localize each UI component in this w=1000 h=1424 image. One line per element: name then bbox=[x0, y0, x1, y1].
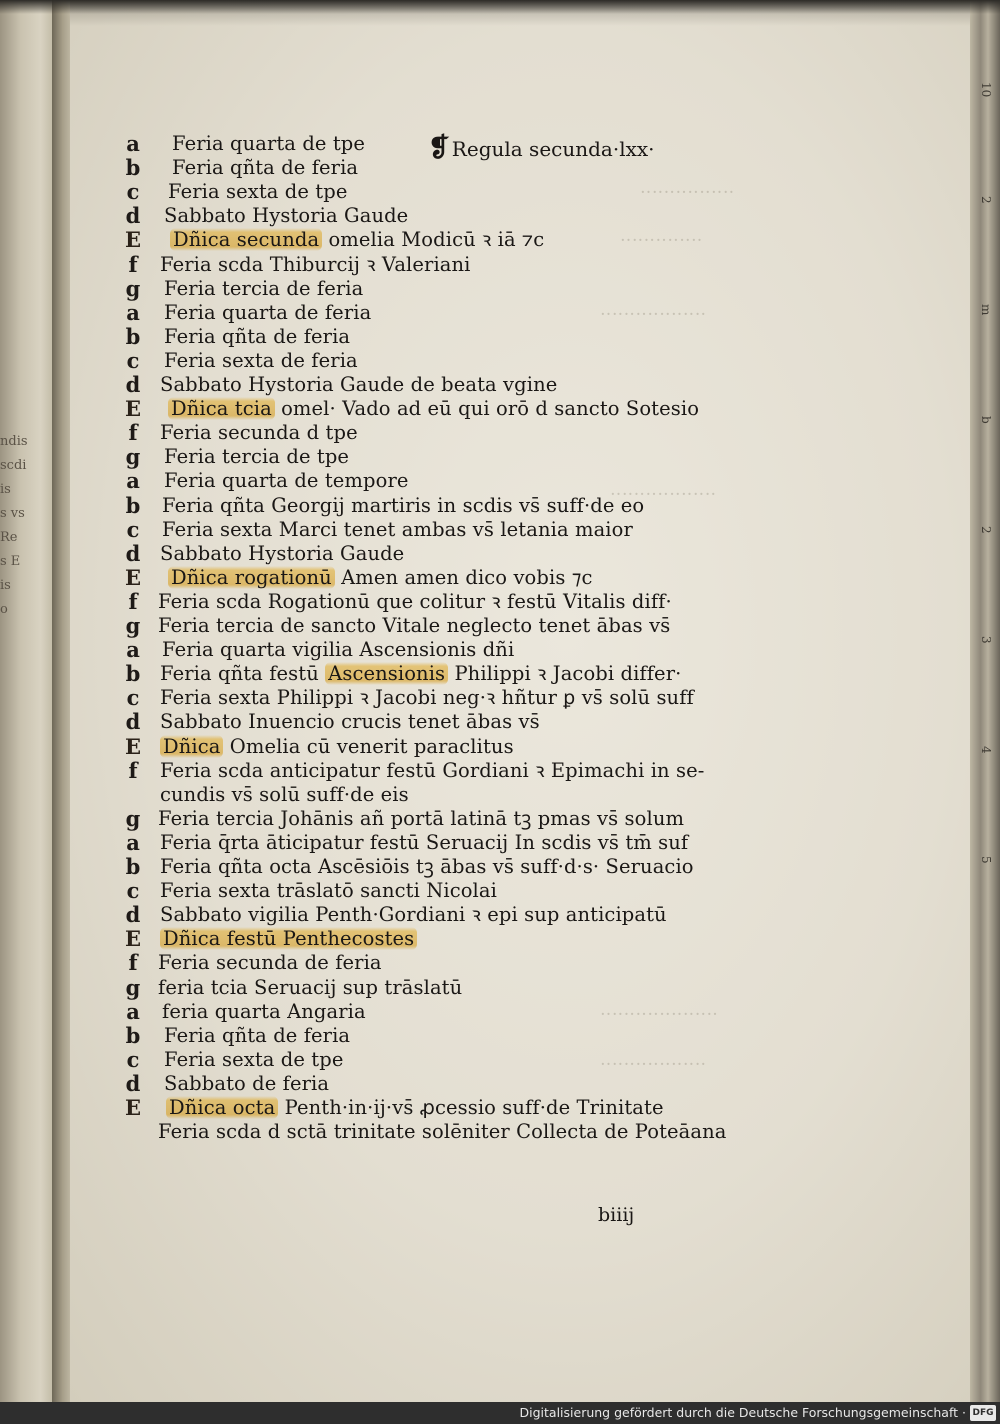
calendar-row bbox=[0, 661, 682, 687]
calendar-row bbox=[0, 685, 694, 711]
calendar-entry-text bbox=[164, 204, 408, 228]
calendar-entry-text bbox=[164, 301, 371, 325]
feria-letter: f bbox=[128, 757, 138, 783]
entry-phrase: Feria scda anticipatur festū Gordiani ꝛ Epimachi in se- bbox=[160, 758, 705, 782]
entry-phrase: Feria secunda d tpe bbox=[160, 421, 358, 445]
heading-text: Regula secunda·lxx· bbox=[451, 137, 655, 161]
calendar-entry-text bbox=[166, 1096, 664, 1120]
entry-phrase: Feria q̄rta āticipatur festū Seruacij In scdis vs̄ tm̄ suf bbox=[160, 830, 689, 854]
calendar-row bbox=[0, 854, 694, 879]
calendar-row bbox=[0, 735, 660, 759]
calendar-entry-text bbox=[162, 1000, 366, 1024]
entry-phrase: cundis vs̄ solū suff·de eis bbox=[160, 782, 409, 806]
calendar-entry-text bbox=[160, 421, 358, 445]
calendar-row bbox=[0, 566, 660, 590]
entry-phrase: Feria qñta de feria bbox=[164, 324, 351, 348]
calendar-entry-text bbox=[160, 759, 704, 783]
calendar-row bbox=[0, 1072, 660, 1096]
entry-phrase: Feria sexta Philippi ꝛ Jacobi neg·ꝛ hñtur ꝑ vs̄ solū suff bbox=[160, 686, 694, 710]
calendar-entry-text bbox=[158, 1120, 727, 1144]
edge-tab-label: 2 bbox=[979, 196, 993, 204]
pilcrow-mark: ❡ bbox=[428, 133, 450, 163]
calendar-entry-text bbox=[162, 638, 514, 662]
dominical-letter: E bbox=[118, 927, 148, 951]
show-through-text: ‥‥‥‥‥‥‥‥‥‥ bbox=[600, 1000, 719, 1020]
entry-phrase: Sabbato vigilia Penth·Gordiani ꝛ epi sup anticipatū bbox=[160, 903, 667, 927]
entry-phrase: omel· Vado ad eū qui orō d sancto Sotesio bbox=[274, 397, 700, 421]
entry-phrase: Feria tercia de feria bbox=[164, 276, 364, 300]
entry-phrase: Feria tercia de sancto Vitale neglecto tenet ābas vs̄ bbox=[158, 614, 671, 637]
calendar-row bbox=[0, 204, 660, 228]
calendar-entry-text bbox=[160, 927, 417, 951]
calendar-entry-text bbox=[162, 494, 644, 518]
dominical-letter: E bbox=[118, 1096, 148, 1120]
entry-phrase: Feria sexta trāslatō sancti Nicolai bbox=[160, 879, 497, 903]
entry-phrase: Feria qñta Georgij martiris in scdis vs̄ suff·de eo bbox=[162, 493, 645, 517]
feria-letter: a bbox=[126, 637, 140, 663]
calendar-entry-text bbox=[160, 373, 557, 397]
entry-phrase: Feria qñta festū bbox=[160, 662, 326, 686]
calendar-entry-text bbox=[160, 542, 404, 566]
entry-phrase: Feria quarta de feria bbox=[164, 300, 372, 324]
calendar-entry-text bbox=[158, 614, 670, 638]
calendar-entry-text bbox=[158, 590, 672, 614]
calendar-row bbox=[0, 1000, 660, 1024]
calendar-row bbox=[0, 132, 660, 156]
calendar-entry-text bbox=[164, 349, 358, 373]
entry-phrase: Feria qñta octa Ascēsiōis tꝫ ābas vs̄ suff·d·s· Seruacio bbox=[160, 855, 694, 878]
feria-letter: b bbox=[125, 155, 141, 181]
edge-tab-label: 4 bbox=[979, 746, 993, 754]
edge-tab-label: m bbox=[979, 304, 993, 316]
footer-credit: Digitalisierung gefördert durch die Deutsche Forschungsgemeinschaft · bbox=[519, 1405, 966, 1420]
show-through-text: ‥‥‥‥‥‥‥‥ bbox=[640, 178, 735, 198]
left-page-fragment: scdi bbox=[0, 458, 27, 473]
highlighted-phrase: Dñica bbox=[160, 735, 223, 758]
calendar-entry-text bbox=[160, 903, 667, 927]
calendar-entry-text bbox=[164, 277, 363, 301]
calendar-row bbox=[0, 927, 660, 951]
entry-phrase: Feria qñta de feria bbox=[164, 1023, 351, 1047]
calendar-row bbox=[0, 588, 672, 614]
show-through-text: ‥‥‥‥‥‥‥ bbox=[620, 226, 703, 246]
calendar-row bbox=[0, 373, 660, 397]
calendar-row bbox=[0, 638, 660, 662]
entry-phrase: Feria sexta de feria bbox=[164, 348, 358, 372]
feria-letter: g bbox=[125, 444, 141, 470]
highlighted-phrase: Dñica octa bbox=[166, 1096, 278, 1119]
feria-letter: b bbox=[125, 492, 141, 518]
calendar-row bbox=[0, 445, 660, 469]
calendar-row bbox=[0, 805, 685, 831]
calendar-entry-text bbox=[160, 662, 681, 686]
calendar-entry-text bbox=[164, 1072, 329, 1096]
calendar-row bbox=[0, 277, 660, 301]
feria-letter: a bbox=[126, 468, 140, 494]
calendar-row bbox=[0, 325, 660, 349]
calendar-row bbox=[0, 710, 660, 734]
left-page-fragment: is bbox=[0, 578, 11, 593]
highlighted-phrase: Dñica tcia bbox=[168, 397, 275, 420]
left-page-fragment: ndis bbox=[0, 434, 28, 449]
calendar-row bbox=[0, 757, 705, 783]
entry-phrase: Sabbato Hystoria Gaude bbox=[160, 541, 405, 565]
calendar-row bbox=[0, 301, 660, 325]
calendar-entry-text bbox=[160, 783, 409, 807]
calendar-row bbox=[0, 829, 689, 855]
feria-letter: f bbox=[128, 420, 138, 446]
entry-phrase: Feria scda Rogationū que colitur ꝛ festū Vitalis diff· bbox=[158, 589, 672, 613]
calendar-entry-text bbox=[162, 518, 633, 542]
feria-letter: f bbox=[128, 251, 138, 277]
calendar-entry-text bbox=[160, 855, 694, 879]
calendar-entry-text bbox=[160, 831, 688, 855]
calendar-entry-text bbox=[170, 228, 544, 252]
calendar-entry-text bbox=[164, 445, 349, 469]
entry-phrase: Philippi ꝛ Jacobi differ· bbox=[448, 662, 682, 686]
calendar-entry-text bbox=[158, 976, 462, 1000]
highlighted-phrase: Dñica secunda bbox=[170, 228, 322, 251]
calendar-row bbox=[0, 396, 700, 422]
feria-letter: d bbox=[125, 1070, 141, 1096]
calendar-row bbox=[0, 156, 660, 180]
feria-letter: g bbox=[125, 805, 141, 831]
feria-letter: c bbox=[126, 516, 140, 542]
edge-tab-label: 5 bbox=[979, 856, 993, 864]
calendar-row bbox=[0, 951, 660, 975]
left-page-fragment: s E bbox=[0, 554, 21, 569]
entry-phrase: Feria secunda de feria bbox=[158, 951, 382, 975]
calendar-row bbox=[0, 349, 660, 373]
highlighted-phrase: Dñica rogationū bbox=[168, 566, 335, 589]
entry-phrase: Feria scda Thiburcij ꝛ Valeriani bbox=[160, 252, 471, 276]
calendar-entry-text bbox=[160, 253, 471, 277]
calendar-row bbox=[0, 1095, 664, 1120]
scan-top-border bbox=[0, 0, 1000, 14]
dominical-letter: E bbox=[118, 397, 148, 421]
left-page-fragment: s vs bbox=[0, 506, 25, 521]
entry-phrase: Feria sexta de tpe bbox=[168, 180, 348, 204]
show-through-text: ‥‥‥‥‥‥‥‥‥ bbox=[600, 1050, 707, 1070]
signature-mark: biiij bbox=[598, 1204, 635, 1226]
show-through-text: ‥‥‥‥‥‥‥‥‥ bbox=[610, 480, 717, 500]
feria-letter: c bbox=[126, 347, 140, 373]
calendar-entry-text bbox=[164, 325, 350, 349]
calendar-entry-text bbox=[168, 397, 699, 421]
entry-phrase: Feria tercia de tpe bbox=[164, 445, 350, 469]
calendar-row bbox=[0, 902, 667, 928]
edge-tab-label: 10 bbox=[979, 82, 993, 98]
feria-letter: g bbox=[125, 974, 141, 1000]
feria-letter: b bbox=[125, 1022, 141, 1048]
feria-letter: a bbox=[126, 829, 140, 855]
calendar-entry-text bbox=[168, 180, 347, 204]
dominical-letter: E bbox=[118, 566, 148, 590]
feria-letter: b bbox=[125, 323, 141, 349]
calendar-row bbox=[0, 1024, 660, 1048]
entry-phrase: Sabbato Inuencio crucis tenet ābas vs̄ bbox=[160, 710, 540, 734]
calendar-entry-text bbox=[160, 686, 694, 710]
entry-phrase: Feria quarta vigilia Ascensionis dñi bbox=[162, 638, 515, 662]
feria-letter: d bbox=[125, 902, 141, 928]
entry-phrase: Sabbato de feria bbox=[164, 1071, 330, 1095]
entry-phrase: Feria quarta de tempore bbox=[164, 469, 409, 493]
entry-phrase: feria tcia Seruacij sup trāslatū bbox=[158, 975, 463, 999]
feria-letter: a bbox=[126, 131, 140, 156]
calendar-row bbox=[0, 518, 660, 542]
entry-phrase: omelia Modicū ꝛ iā ⁊c bbox=[322, 228, 545, 252]
entry-phrase: Feria scda d sctā trinitate solēniter Collecta de Poteāana bbox=[158, 1120, 727, 1144]
calendar-row bbox=[0, 228, 660, 252]
calendar-entry-text bbox=[158, 807, 684, 831]
calendar-row bbox=[0, 1120, 727, 1144]
feria-letter: g bbox=[125, 275, 141, 301]
entry-phrase: Feria qñta de feria bbox=[172, 156, 359, 180]
edge-tab-label: b bbox=[979, 416, 993, 424]
feria-letter: f bbox=[128, 950, 138, 976]
feria-letter: d bbox=[125, 372, 141, 397]
calendar-entry-text bbox=[164, 1024, 350, 1048]
calendar-row bbox=[0, 494, 660, 518]
feria-letter: f bbox=[128, 588, 138, 614]
calendar-row bbox=[0, 180, 660, 204]
calendar-row bbox=[0, 976, 660, 1000]
entry-phrase: Feria quarta de tpe bbox=[172, 132, 366, 155]
left-page-fragment: is bbox=[0, 482, 11, 497]
dominical-letter: E bbox=[118, 228, 148, 252]
calendar-row bbox=[0, 542, 660, 566]
calendar-row bbox=[0, 469, 660, 493]
feria-letter: d bbox=[125, 540, 141, 566]
entry-phrase: Sabbato Hystoria Gaude de beata vgine bbox=[160, 373, 558, 396]
entry-phrase: feria quarta Angaria bbox=[162, 999, 366, 1023]
feria-letter: b bbox=[125, 854, 141, 879]
feria-letter: c bbox=[126, 685, 140, 711]
feria-letter: c bbox=[126, 1046, 140, 1072]
feria-letter: c bbox=[126, 878, 140, 904]
calendar-entry-text bbox=[160, 735, 514, 759]
calendar-entry-text bbox=[160, 710, 540, 734]
calendar-row bbox=[0, 253, 660, 277]
feria-letter: g bbox=[125, 613, 141, 638]
dominical-letter: E bbox=[118, 735, 148, 759]
calendar-entry-text bbox=[164, 469, 409, 493]
calendar-entry-text bbox=[168, 566, 593, 590]
calendar-entry-text bbox=[164, 1048, 343, 1072]
highlighted-phrase: Ascensionis bbox=[325, 662, 448, 685]
entry-phrase: Amen amen dico vobis ⁊c bbox=[334, 565, 593, 589]
calendar-row bbox=[0, 879, 660, 903]
feria-letter: d bbox=[125, 203, 141, 229]
highlighted-phrase: Dñica festū Penthecostes bbox=[160, 927, 417, 950]
calendar-row bbox=[0, 783, 660, 807]
calendar-entry-text bbox=[172, 132, 365, 156]
edge-tab-label: 3 bbox=[979, 636, 993, 644]
left-page-fragment: o bbox=[0, 602, 8, 617]
edge-tab-label: 2 bbox=[979, 526, 993, 534]
calendar-entry-text bbox=[172, 156, 358, 180]
entry-phrase: Feria sexta Marci tenet ambas vs̄ letania maior bbox=[162, 517, 633, 541]
feria-letter: b bbox=[125, 661, 141, 687]
dfg-logo: DFG bbox=[970, 1405, 996, 1421]
entry-phrase: Feria sexta de tpe bbox=[164, 1047, 344, 1071]
calendar-entry-text bbox=[160, 879, 497, 903]
feria-letter: c bbox=[126, 179, 140, 205]
footer-bar bbox=[0, 1402, 1000, 1424]
entry-phrase: Sabbato Hystoria Gaude bbox=[164, 204, 409, 228]
entry-phrase: Omelia cū venerit paraclitus bbox=[223, 734, 514, 758]
calendar-row bbox=[0, 421, 660, 445]
calendar-entry-text bbox=[158, 951, 382, 975]
feria-letter: a bbox=[126, 998, 140, 1024]
entry-phrase: Penth·in·ij·vs̄ ꝓcessio suff·de Trinitate bbox=[278, 1096, 664, 1119]
calendar-row bbox=[0, 613, 671, 638]
show-through-text: ‥‥‥‥‥‥‥‥‥ bbox=[600, 300, 707, 320]
feria-letter: d bbox=[125, 709, 141, 735]
entry-phrase: Feria tercia Johānis añ portā latinā tꝫ pmas vs̄ solum bbox=[158, 806, 685, 830]
calendar-row bbox=[0, 1048, 660, 1072]
feria-letter: a bbox=[126, 299, 140, 325]
left-page-fragment: Re bbox=[0, 530, 18, 545]
